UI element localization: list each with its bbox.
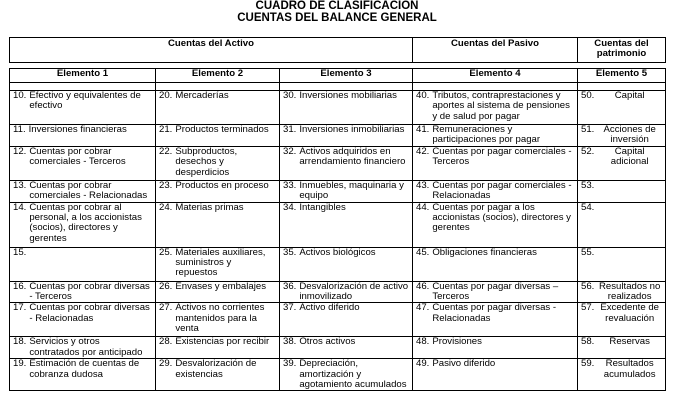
account-cell xyxy=(156,337,280,359)
account-number: 16. xyxy=(13,281,27,292)
account-number: 42. xyxy=(416,146,430,157)
account-name: Inversiones financieras xyxy=(28,124,127,135)
account-number: 43. xyxy=(416,180,430,191)
account-cell xyxy=(280,202,413,247)
account-number: 37. xyxy=(283,302,297,314)
account-name: Subproductos, desechos y desperdicios xyxy=(175,146,238,178)
account-number: 52. xyxy=(581,146,595,157)
account-cell xyxy=(280,91,413,125)
account-cell xyxy=(156,125,280,147)
account-cell xyxy=(10,359,156,391)
account-number: 25. xyxy=(159,247,173,258)
account-name: Resultados acumulados xyxy=(603,358,656,380)
account-number: 41. xyxy=(416,124,430,135)
account-cell xyxy=(156,91,280,125)
account-number: 57. xyxy=(581,302,595,314)
table-row xyxy=(10,125,666,147)
account-name: Desvalorización de existencias xyxy=(175,358,257,380)
account-number: 29. xyxy=(159,358,173,370)
account-cell xyxy=(156,247,280,281)
account-name: Activos adquiridos en arrendamiento financiero xyxy=(299,146,406,168)
elements-header-row xyxy=(10,69,666,83)
account-cell xyxy=(10,125,156,147)
account-number: 11. xyxy=(13,124,26,135)
account-name: Cuentas por pagar comerciales - Relacionadas xyxy=(432,180,572,202)
account-number: 40. xyxy=(416,90,430,101)
element-header: Elemento 1 xyxy=(10,69,156,83)
account-number: 39. xyxy=(283,358,297,370)
account-name: Cuentas por pagar diversas – Terceros xyxy=(432,281,559,303)
account-name: Cuentas por pagar diversas - Relacionadas xyxy=(432,302,557,324)
account-number: 17. xyxy=(13,302,27,314)
account-name: Materiales auxiliares, suministros y repuestos xyxy=(175,247,266,279)
account-number: 34. xyxy=(283,202,297,213)
account-cell xyxy=(280,281,413,303)
account-name: Existencias por recibir xyxy=(175,336,270,348)
account-cell xyxy=(413,247,578,281)
account-cell xyxy=(280,146,413,180)
account-name: Reservas xyxy=(609,336,650,348)
account-cell xyxy=(578,146,666,180)
account-number: 20. xyxy=(159,90,173,101)
account-name: Tributos, contraprestaciones y aportes al sistema de pensiones y de salud por pagar xyxy=(432,90,570,122)
account-number: 59. xyxy=(581,358,595,370)
account-number: 36. xyxy=(283,281,297,292)
table-row xyxy=(10,303,666,337)
account-cell xyxy=(413,337,578,359)
account-cell xyxy=(578,303,666,337)
account-cell xyxy=(10,303,156,337)
table-row xyxy=(10,359,666,391)
account-cell xyxy=(578,91,666,125)
element-header: Elemento 5 xyxy=(578,69,666,83)
account-cell xyxy=(413,125,578,147)
account-name: Cuentas por pagar a los accionistas (socios), directores y gerentes xyxy=(432,202,571,234)
account-name: Productos terminados xyxy=(175,124,269,135)
account-name: Resultados no realizados xyxy=(599,281,661,303)
account-number: 35. xyxy=(283,247,297,258)
account-cell xyxy=(413,359,578,391)
account-number: 45. xyxy=(416,247,430,258)
group-header-table xyxy=(9,37,666,63)
account-number: 55. xyxy=(581,247,595,258)
table-row xyxy=(10,337,666,359)
account-name: Obligaciones financieras xyxy=(432,247,537,258)
account-cell xyxy=(156,146,280,180)
account-name: Activos no corrientes mantenidos para la venta xyxy=(175,302,265,335)
account-name: Desvalorización de activo inmovilizado xyxy=(299,281,409,303)
account-number: 19. xyxy=(13,358,27,370)
account-name: Otros activos xyxy=(299,336,356,348)
table-row xyxy=(10,146,666,180)
account-cell xyxy=(413,281,578,303)
account-number: 10. xyxy=(13,90,27,101)
account-number: 47. xyxy=(416,302,430,314)
account-name: Materias primas xyxy=(175,202,244,213)
account-name xyxy=(597,248,662,258)
account-cell xyxy=(10,281,156,303)
account-number: 30. xyxy=(283,90,297,101)
account-cell xyxy=(413,91,578,125)
account-number: 18. xyxy=(13,336,27,348)
element-header: Elemento 4 xyxy=(413,69,578,83)
account-name: Servicios y otros contratados por anticipado xyxy=(29,336,143,358)
account-cell xyxy=(413,146,578,180)
account-cell xyxy=(578,247,666,281)
account-name: Cuentas por cobrar comerciales - Relacionadas xyxy=(29,180,148,202)
account-number: 48. xyxy=(416,336,430,348)
account-name: Provisiones xyxy=(432,336,482,348)
table-row xyxy=(10,91,666,125)
account-name: Depreciación, amortización y agotamiento acumulados xyxy=(299,358,407,391)
account-cell xyxy=(413,202,578,247)
element-header: Elemento 3 xyxy=(280,69,413,83)
account-name xyxy=(597,203,662,213)
table-row xyxy=(10,202,666,247)
account-number: 49. xyxy=(416,358,430,370)
account-number: 33. xyxy=(283,180,297,191)
account-cell xyxy=(156,202,280,247)
account-cell xyxy=(413,180,578,202)
account-cell xyxy=(280,180,413,202)
account-name: Activos biológicos xyxy=(299,247,376,258)
account-cell xyxy=(280,247,413,281)
account-cell xyxy=(156,359,280,391)
account-number: 51. xyxy=(581,124,595,135)
account-name: Mercaderías xyxy=(175,90,229,101)
account-name: Remuneraciones y participaciones por pagar xyxy=(432,124,541,146)
account-number: 54. xyxy=(581,202,595,213)
account-number: 26. xyxy=(159,281,173,292)
table-row xyxy=(10,180,666,202)
account-cell xyxy=(578,125,666,147)
page-title-block xyxy=(0,0,674,24)
account-number: 50. xyxy=(581,90,595,101)
account-number: 31. xyxy=(283,124,297,135)
account-name: Capital xyxy=(614,90,645,101)
account-number: 14. xyxy=(13,202,27,213)
account-cell xyxy=(156,303,280,337)
account-number: 38. xyxy=(283,336,297,348)
account-cell xyxy=(280,337,413,359)
account-cell xyxy=(413,303,578,337)
account-name: Productos en proceso xyxy=(175,180,269,191)
account-number: 27. xyxy=(159,302,173,314)
account-cell xyxy=(578,202,666,247)
group-patrimonio: Cuentas del patrimonio xyxy=(578,38,666,63)
account-name: Cuentas por pagar comerciales - Terceros xyxy=(432,146,572,168)
account-number: 13. xyxy=(13,180,27,191)
account-cell xyxy=(578,180,666,202)
account-cell xyxy=(280,125,413,147)
account-cell xyxy=(10,91,156,125)
account-name: Acciones de inversión xyxy=(603,124,656,146)
table-row xyxy=(10,247,666,281)
element-header: Elemento 2 xyxy=(156,69,280,83)
account-name: Inversiones inmobiliarias xyxy=(299,124,405,135)
account-cell xyxy=(280,359,413,391)
account-name xyxy=(29,248,152,258)
account-number: 58. xyxy=(581,336,595,348)
account-number: 15. xyxy=(13,247,27,258)
account-number: 32. xyxy=(283,146,297,157)
account-name: Activo diferido xyxy=(299,302,360,314)
account-name: Cuentas por cobrar comerciales - Terceros xyxy=(29,146,126,168)
account-number: 23. xyxy=(159,180,173,191)
account-number: 24. xyxy=(159,202,173,213)
account-name: Pasivo diferido xyxy=(432,358,496,370)
account-number: 46. xyxy=(416,281,430,292)
account-cell xyxy=(156,281,280,303)
account-number: 28. xyxy=(159,336,173,348)
account-name: Inversiones mobiliarias xyxy=(299,90,397,101)
account-name: Excedente de revaluación xyxy=(600,302,660,324)
account-number: 12. xyxy=(13,146,27,157)
account-name: Estimación de cuentas de cobranza dudosa xyxy=(29,358,140,380)
account-cell xyxy=(10,337,156,359)
group-pasivo: Cuentas del Pasivo xyxy=(413,38,578,63)
account-name: Envases y embalajes xyxy=(175,281,266,292)
account-name xyxy=(597,181,662,191)
account-cell xyxy=(578,359,666,391)
account-number: 21. xyxy=(159,124,173,135)
account-cell xyxy=(280,303,413,337)
account-cell xyxy=(10,247,156,281)
account-cell xyxy=(578,337,666,359)
account-cell xyxy=(10,180,156,202)
spacer-row xyxy=(10,83,666,91)
account-cell xyxy=(10,202,156,247)
account-number: 56. xyxy=(581,281,595,292)
account-name: Cuentas por cobrar diversas - Terceros xyxy=(29,281,150,303)
account-cell xyxy=(156,180,280,202)
account-name: Cuentas por cobrar al personal, a los accionistas (socios), directores y gerentes xyxy=(29,202,142,244)
account-name: Cuentas por cobrar diversas - Relacionadas xyxy=(29,302,150,324)
table-row xyxy=(10,281,666,303)
account-name: Inmuebles, maquinaria y equipo xyxy=(299,180,404,202)
account-name: Capital adicional xyxy=(610,146,649,168)
account-name: Efectivo y equivalentes de efectivo xyxy=(29,90,141,112)
account-name: Intangibles xyxy=(299,202,346,213)
account-cell xyxy=(578,281,666,303)
account-number: 53. xyxy=(581,180,595,191)
page-title: CUADRO DE CLASIFICACIÓN xyxy=(255,0,419,12)
account-number: 22. xyxy=(159,146,173,157)
accounts-table xyxy=(9,68,666,391)
account-cell xyxy=(10,146,156,180)
page-subtitle: CUENTAS DEL BALANCE GENERAL xyxy=(237,12,437,24)
account-number: 44. xyxy=(416,202,430,213)
group-activo: Cuentas del Activo xyxy=(10,38,413,63)
